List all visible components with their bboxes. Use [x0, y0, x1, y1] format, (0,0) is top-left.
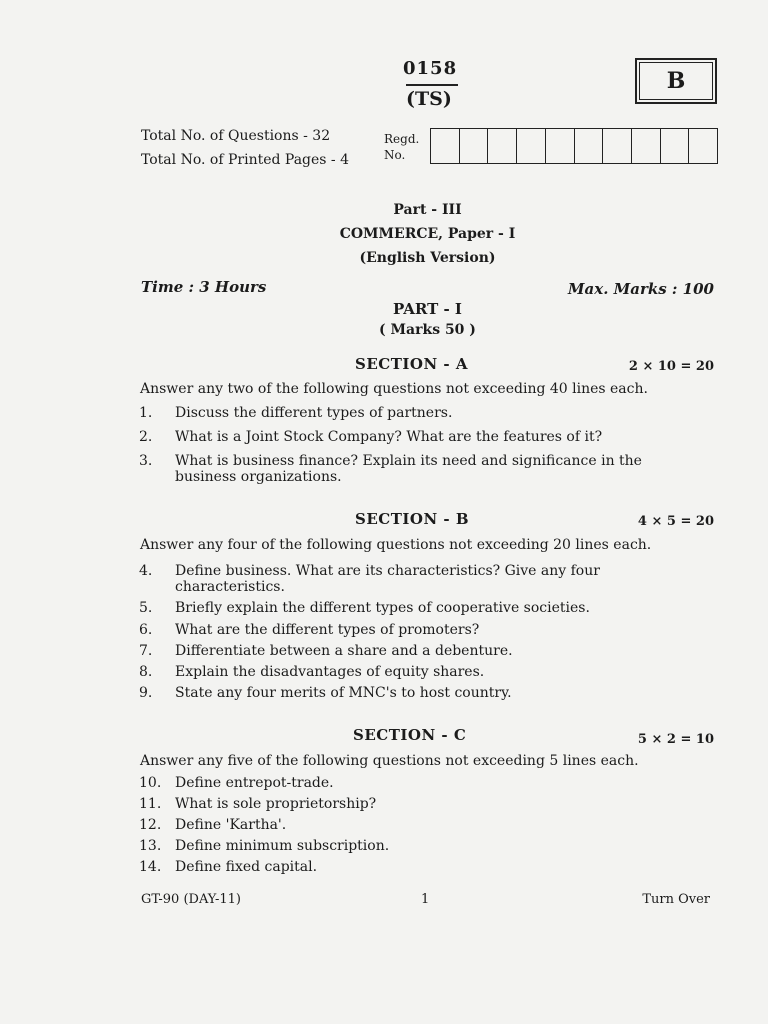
version-title: (English Version): [359, 250, 496, 266]
set-letter-box: [635, 58, 717, 104]
footer-code: GT-90 (DAY-11): [141, 892, 241, 907]
question-item: [139, 643, 684, 659]
question-number: 2.: [139, 429, 153, 445]
section-c-title: SECTION - C: [353, 726, 467, 744]
turn-over: Turn Over: [642, 892, 710, 907]
question-text: Differentiate between a share and a debenture.: [175, 643, 513, 659]
question-text: What are the different types of promoters?: [175, 622, 480, 638]
regd-cell: [431, 129, 460, 163]
question-number: 12.: [139, 817, 162, 833]
section-a-instruction: Answer any two of the following questions not exceeding 40 lines each.: [140, 381, 648, 397]
question-item: [139, 838, 684, 854]
question-item: [139, 859, 684, 875]
regd-cell: [488, 129, 517, 163]
question-number: 13.: [139, 838, 162, 854]
question-text: What is a Joint Stock Company? What are the features of it?: [175, 429, 603, 445]
question-item: [139, 664, 684, 680]
total-pages: Total No. of Printed Pages - 4: [141, 152, 350, 168]
question-text: Discuss the different types of partners.: [175, 405, 453, 421]
question-number: 11.: [139, 796, 162, 812]
question-number: 1.: [139, 405, 153, 421]
question-text: Define 'Kartha'.: [175, 817, 287, 833]
question-number: 4.: [139, 563, 153, 579]
question-number: 8.: [139, 664, 153, 680]
subject-title: COMMERCE, Paper - I: [339, 226, 516, 242]
section-a-marks: 2 × 10 = 20: [628, 359, 714, 374]
question-item: [139, 622, 684, 638]
regd-number-boxes: [430, 128, 718, 164]
section-b-marks: 4 × 5 = 20: [637, 514, 714, 529]
max-marks: Max. Marks : 100: [567, 280, 714, 298]
part-title: Part - III: [393, 202, 462, 218]
regd-cell: [517, 129, 546, 163]
question-number: 3.: [139, 453, 153, 469]
question-item: [139, 600, 684, 616]
paper-code: 0158: [403, 58, 458, 79]
question-text: What is sole proprietorship?: [175, 796, 377, 812]
question-text: State any four merits of MNC's to host country.: [175, 685, 512, 701]
section-b-title: SECTION - B: [355, 510, 470, 528]
question-item: [139, 685, 684, 701]
regd-cell: [575, 129, 604, 163]
regd-cell: [460, 129, 489, 163]
code-divider: [406, 84, 458, 86]
section-a-title: SECTION - A: [355, 355, 468, 373]
question-number: 6.: [139, 622, 153, 638]
regd-cell: [546, 129, 575, 163]
regd-cell: [689, 129, 717, 163]
question-item: [139, 405, 684, 421]
exam-time: Time : 3 Hours: [141, 278, 267, 296]
part-marks: ( Marks 50 ): [379, 322, 476, 338]
regd-cell: [632, 129, 661, 163]
question-text: Briefly explain the different types of cooperative societies.: [175, 600, 590, 616]
question-text: Define business. What are its characteristics? Give any four characteristics.: [175, 563, 600, 595]
state-code: (TS): [406, 88, 452, 110]
question-item: [139, 429, 684, 445]
page-number: 1: [421, 892, 430, 907]
regd-cell: [661, 129, 690, 163]
question-number: 14.: [139, 859, 162, 875]
regd-label: Regd. No.: [384, 132, 420, 162]
question-text: Define minimum subscription.: [175, 838, 390, 854]
section-part: PART - I: [393, 300, 462, 318]
section-c-instruction: Answer any five of the following questions not exceeding 5 lines each.: [140, 753, 639, 769]
question-item: [139, 563, 684, 595]
question-item: [139, 796, 684, 812]
question-number: 7.: [139, 643, 153, 659]
question-item: [139, 453, 684, 485]
total-questions: Total No. of Questions - 32: [141, 128, 331, 144]
regd-cell: [603, 129, 632, 163]
question-number: 9.: [139, 685, 153, 701]
question-number: 10.: [139, 775, 162, 791]
question-text: Define entrepot-trade.: [175, 775, 334, 791]
question-item: [139, 775, 684, 791]
question-text: Explain the disadvantages of equity shares.: [175, 664, 485, 680]
set-letter: B: [666, 68, 686, 94]
question-item: [139, 817, 684, 833]
question-number: 5.: [139, 600, 153, 616]
section-b-instruction: Answer any four of the following questions not exceeding 20 lines each.: [140, 537, 652, 553]
question-text: Define fixed capital.: [175, 859, 318, 875]
question-text: What is business finance? Explain its need and significance in the business organizations.: [175, 453, 642, 485]
section-c-marks: 5 × 2 = 10: [637, 732, 714, 747]
